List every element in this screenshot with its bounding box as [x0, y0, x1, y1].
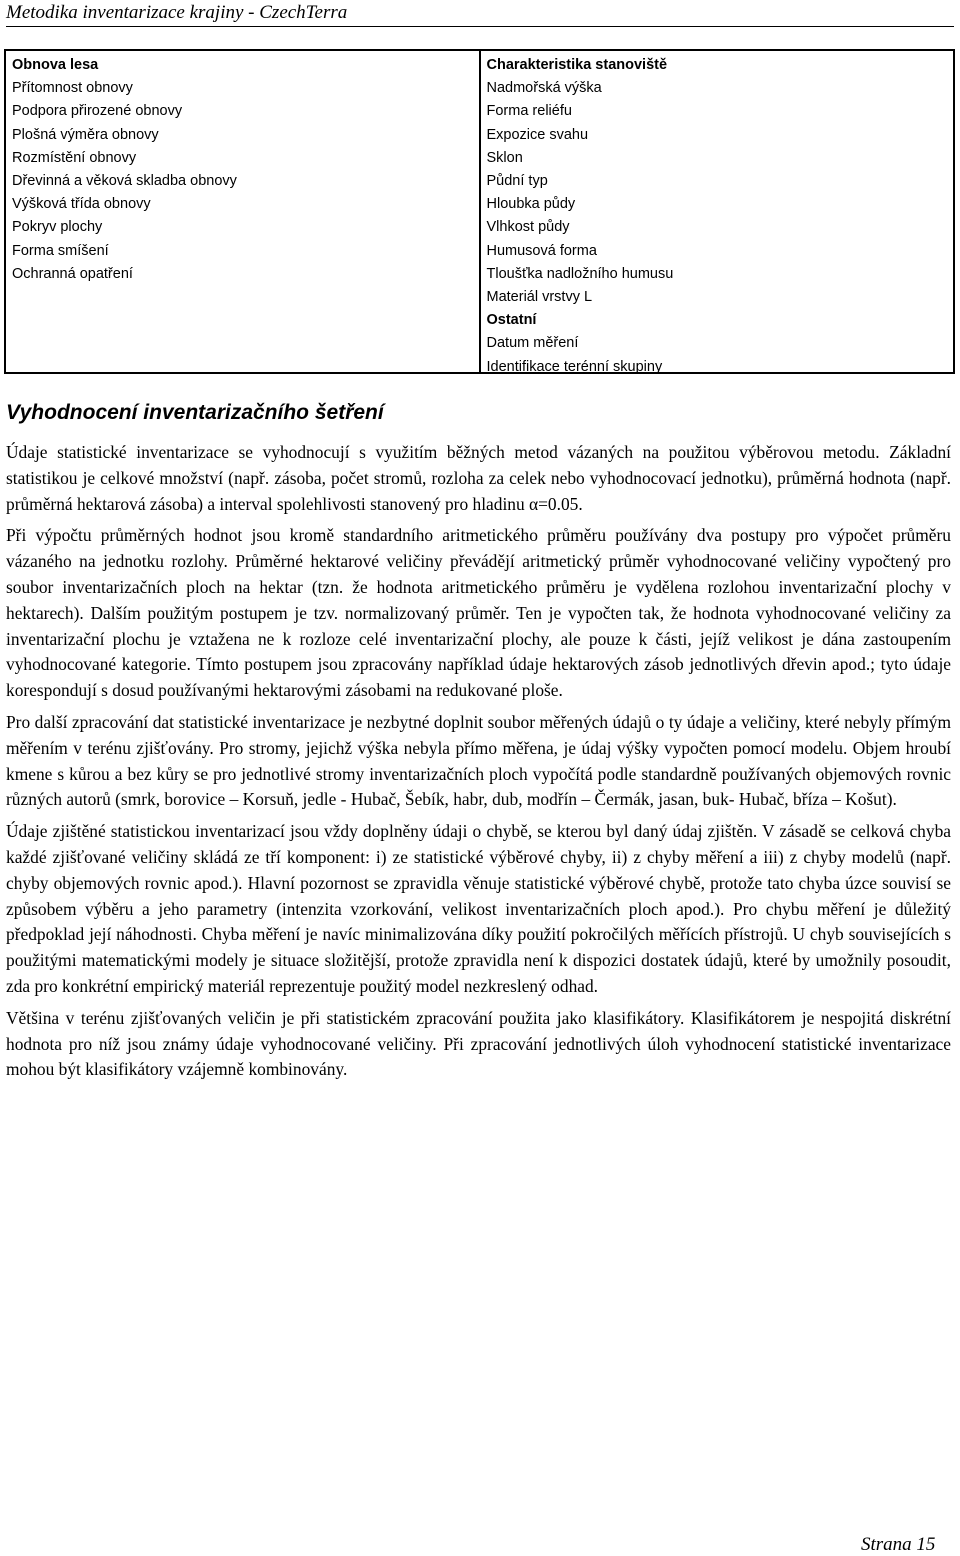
table-item: Rozmístění obnovy [12, 149, 137, 166]
table-item: Nadmořská výška [486, 80, 602, 97]
table-item: Expozice svahu [486, 126, 589, 143]
paragraph: Při výpočtu průměrných hodnot jsou kromě standardního aritmetického průměru používány dva postupy pro výpočet průměru vázaného na jednotku rozlohy. Průměrné hektarové veličiny převádějí aritmetický průměr vyhodnocované veličiny vypočtený pro soubor inventarizačních ploch na hektar (tzn. že hodnota aritmetického průměru je vydělena rozlohou inventarizační plochy v hektarech). Dalším použitým postupem je tzv. normalizovaný průměr. Ten je vypočten tak, že hodnota vyhodnocované veličiny za inventarizační plochu je vztažena ne k rozloze celé inventarizační plochy, ale pouze k části, jejíž velikost je dána zastoupením vyhodnocované kategorie. Tímto postupem jsou zpracovány například údaje hektarových zásob jednotlivých dřevin apod.; tyto údaje korespondují s dosud používanými hektarovými zásobami na redukované ploše. [6, 525, 951, 701]
table-group-heading: Ostatní [486, 312, 537, 329]
table-item: Dřevinná a věková skladba obnovy [12, 173, 237, 190]
body-text [6, 440, 951, 1089]
paragraph: Údaje statistické inventarizace se vyhodnocují s využitím běžných metod vázaných na použitou výběrovou metodu. Základní statistikou je celkové množství (např. zásoba, počet stromů, rozloha za celek nebo vyhodnocovací jednotku), průměrná hodnota (např. průměrná hektarová zásoba) a interval spolehlivosti stanovený pro hladinu α=0.05. [6, 442, 951, 514]
table-item: Půdní typ [486, 173, 548, 190]
table-item: Hloubka půdy [486, 196, 576, 213]
paragraph: Většina v terénu zjišťovaných veličin je při statistickém zpracování použita jako klasifikátory. Klasifikátorem je nespojitá diskrétní hodnota pro níž jsou známy údaje vyhodnocované veličiny. Při zpracování jednotlivých úloh vyhodnocení statistické inventarizace mohou být klasifikátory vzájemně kombinovány. [6, 1007, 951, 1080]
table-group-heading: Charakteristika stanoviště [486, 57, 668, 73]
table-item: Vlhkost půdy [486, 219, 570, 236]
table-item: Materiál vrstvy L [486, 289, 593, 306]
table-item: Ochranná opatření [12, 265, 133, 282]
table-item: Forma reliéfu [486, 103, 572, 120]
table-item: Datum měření [486, 335, 579, 352]
header-title: Metodika inventarizace krajiny - CzechTerra [6, 2, 348, 23]
page-header [6, 2, 954, 27]
section-title: Vyhodnocení inventarizačního šetření [6, 401, 384, 424]
attribute-table [4, 49, 955, 374]
page-number: Strana 15 [861, 1534, 936, 1555]
paragraph: Pro další zpracování dat statistické inventarizace je nezbytné doplnit soubor měřených údajů o ty údaje a veličiny, které nebyly přímým měřením v terénu zjišťovány. Pro stromy, jejichž výška nebyla přímo měřena, je údaj výšky vypočten pomocí modelu. Objem hroubí kmene s kůrou a bez kůry se pro jednotlivé stromy inventarizačních ploch vypočítá podle standardně používaných objemových rovnic různých autorů (smrk, borovice – Korsuň, jedle - Hubač, Šebík, habr, dub, modřín – Čermák, jasan, buk- Hubač, bříza – Košut). [6, 711, 951, 810]
table-item: Tloušťka nadložního humusu [486, 265, 674, 282]
table-item: Identifikace terénní skupiny [486, 358, 663, 375]
paragraph: Údaje zjištěné statistickou inventarizací jsou vždy doplněny údaji o chybě, se kterou byl daný údaj zjištěn. V zásadě se celková chyba každé zjišťované veličiny skládá ze tří komponent: i) ze statistické výběrové chyby, ii) z chyby měření a iii) z chyby modelů (např. chyby objemových rovnic apod.). Hlavní pozornost se zpravidla věnuje statistické výběrové chybě, protože tato chyba úzce souvisí se způsobem výběru a jeho parametry (intenzita vzorkování, velikost inventarizačních ploch apod.). Pro chybu měření je důležitý předpoklad její náhodnosti. Chyba měření je navíc minimalizována díky použití pokročilých měřících přístrojů. U chyb souvisejících s použitými matematickými modely je situace složitější, protože zpravidla není k dispozici dostatek údajů, které by umožnily posoudit, zda pro konkrétní empirický materiál reprezentuje použitý model nezkreslený odhad. [6, 821, 951, 996]
table-item: Přítomnost obnovy [12, 80, 133, 97]
table-group-heading: Obnova lesa [12, 57, 99, 73]
table-item: Sklon [486, 149, 523, 166]
table-item: Humusová forma [486, 242, 597, 259]
table-item: Plošná výměra obnovy [12, 126, 159, 143]
table-left-column [6, 51, 479, 372]
table-item: Forma smíšení [12, 242, 109, 259]
table-item: Výšková třída obnovy [12, 196, 151, 213]
table-item: Podpora přirozené obnovy [12, 103, 183, 120]
table-right-column [479, 51, 954, 375]
table-item: Pokryv plochy [12, 219, 103, 236]
